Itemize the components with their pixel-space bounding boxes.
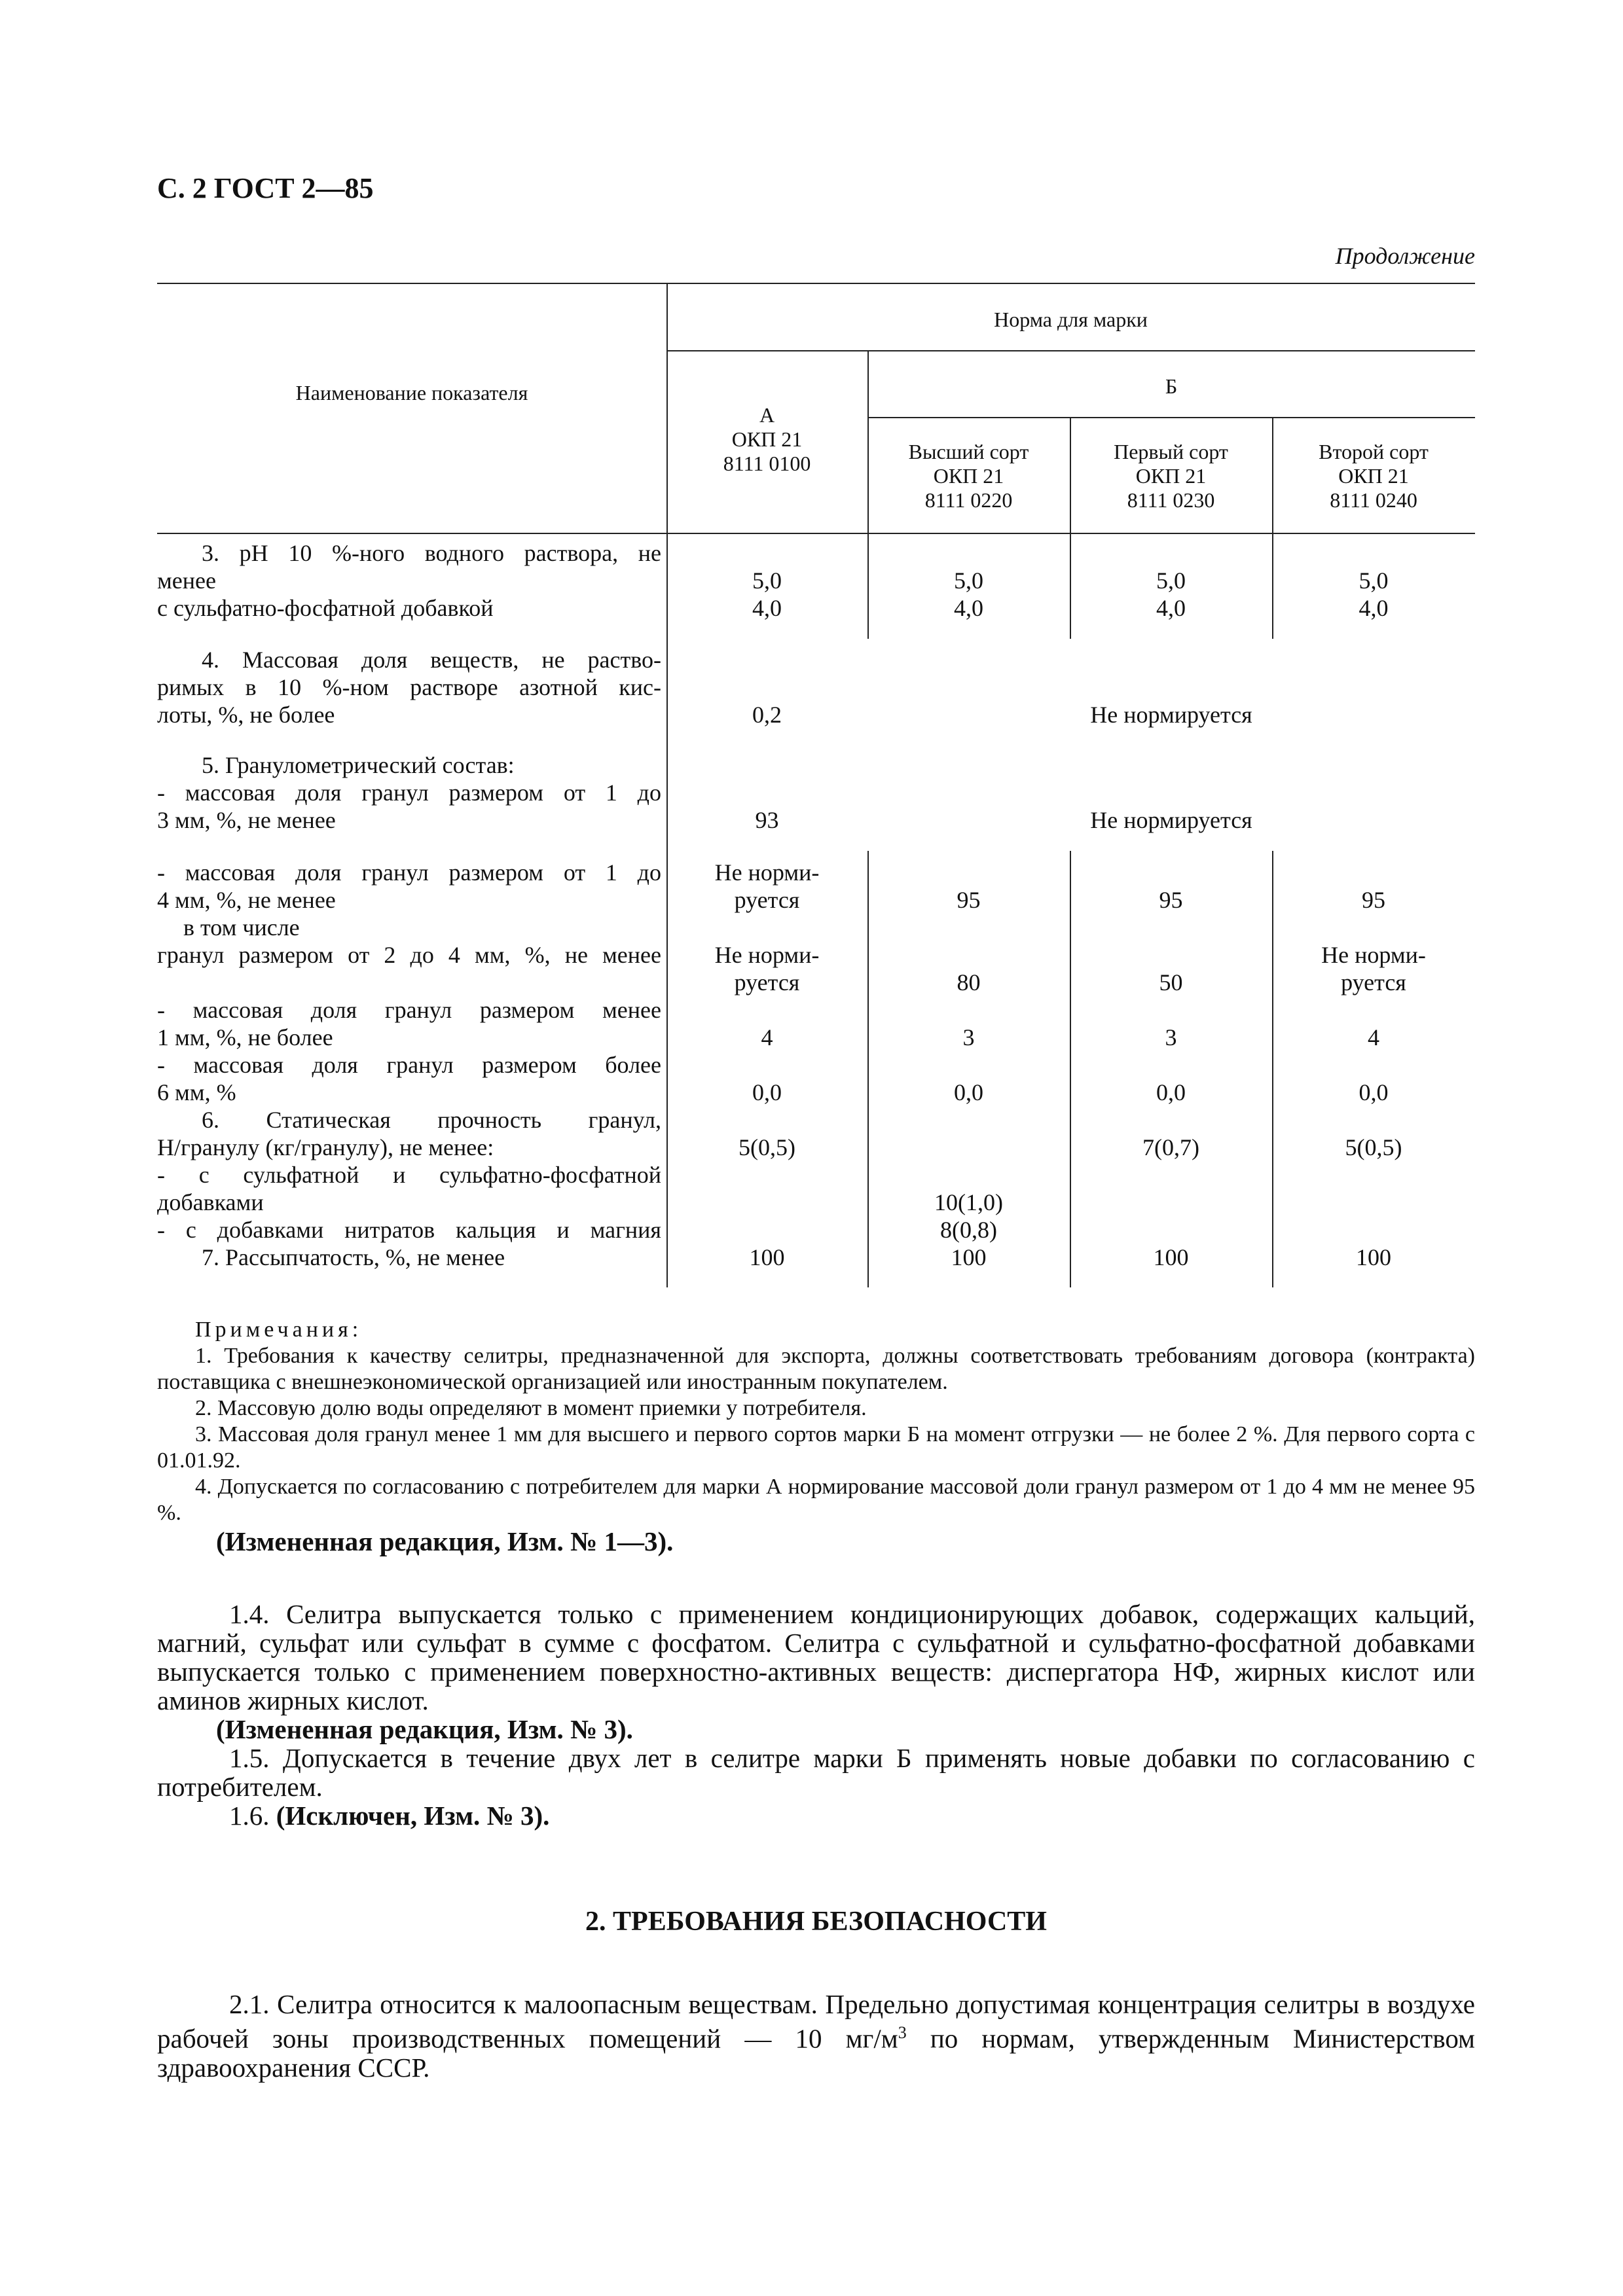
row-label: - массовая доля гранул размером от 1 до bbox=[157, 780, 661, 806]
row-label: 7. Рассыпчатость, %, не менее bbox=[202, 1244, 505, 1270]
table-cell: Не нормируется bbox=[1090, 807, 1252, 833]
table-cell: 5(0,5) bbox=[1345, 1134, 1402, 1160]
table-cell: 4 bbox=[1368, 1024, 1379, 1050]
requirements-table bbox=[157, 283, 1475, 1287]
row-label: - с добавками нитратов кальция и магния bbox=[157, 1217, 661, 1243]
row-label: - массовая доля гранул размером менее bbox=[157, 997, 661, 1023]
table-cell: 4 bbox=[761, 1024, 773, 1050]
row-label: 3 мм, %, не менее bbox=[157, 807, 336, 833]
row-label: - массовая доля гранул размером более bbox=[157, 1052, 661, 1078]
table-cell: 5,0 bbox=[1156, 567, 1186, 594]
row-label: - массовая доля гранул размером от 1 до bbox=[157, 859, 661, 886]
row-label: 1 мм, %, не более bbox=[157, 1024, 333, 1050]
row-label: гранул размером от 2 до 4 мм, %, не менее bbox=[157, 942, 661, 968]
table-notes bbox=[157, 1317, 1475, 1556]
column-header-name: Наименование показателя bbox=[295, 381, 528, 404]
row-label: лоты, %, не более bbox=[157, 702, 335, 728]
table-cell: 3 bbox=[962, 1024, 975, 1050]
row-label: 6. Статическая прочность гранул, bbox=[202, 1107, 661, 1133]
table-cell: 95 bbox=[957, 887, 981, 913]
note-item: 3. Массовая доля гранул менее 1 мм для высшего и первого сортов марки Б на момент отгрузки — не более 2 %. Для первого сорта с 01.01.92. bbox=[157, 1422, 1475, 1473]
paragraph: 1.6. (Исключен, Изм. № 3). bbox=[229, 1801, 550, 1831]
notes-heading: Примечания: bbox=[195, 1318, 363, 1342]
table-cell: руется bbox=[734, 969, 800, 996]
table-cell: 10(1,0) bbox=[934, 1189, 1003, 1215]
table-cell: 95 bbox=[1362, 887, 1385, 913]
clause-2-1 bbox=[157, 1990, 1475, 2082]
row-label: - с сульфатной и сульфатно-фосфатной bbox=[157, 1162, 661, 1188]
table-cell: 80 bbox=[957, 969, 981, 996]
table-cell: 5(0,5) bbox=[739, 1134, 795, 1160]
amendment-note: (Измененная редакция, Изм. № 3). bbox=[216, 1714, 633, 1744]
table-cell: руется bbox=[1341, 969, 1406, 996]
row-label: менее bbox=[157, 567, 216, 594]
table-cell: Не норми- bbox=[714, 859, 820, 886]
table-cell: 7(0,7) bbox=[1142, 1134, 1199, 1160]
row-label: римых в 10 %-ном растворе азотной кис- bbox=[157, 674, 661, 700]
row-label: 6 мм, % bbox=[157, 1079, 236, 1105]
table-cell: Не норми- bbox=[714, 942, 820, 968]
paragraph: 2.1. Селитра относится к малоопасным веществам. Предельно допустимая концентрация селитры в воздухе рабочей зоны производственных помещений — 10 $мг/м^3$ по нормам, утвержденным Министерством здравоохранения СССР. bbox=[157, 1989, 1475, 2083]
table-cell: 0,0 bbox=[1359, 1079, 1389, 1105]
table-cell: 8(0,8) bbox=[940, 1217, 997, 1243]
section-heading: 2. ТРЕБОВАНИЯ БЕЗОПАСНОСТИ bbox=[585, 1907, 1047, 1937]
table-cell: 50 bbox=[1159, 969, 1183, 996]
table-cell: 4,0 bbox=[1156, 595, 1186, 621]
column-header-b-second: Второй сорт ОКП 21 8111 0240 bbox=[1319, 440, 1429, 512]
column-header-b-first: Первый сорт ОКП 21 8111 0230 bbox=[1114, 440, 1228, 512]
table-cell: 5,0 bbox=[752, 567, 782, 594]
row-label: 4. Массовая доля веществ, не раство- bbox=[202, 647, 661, 673]
note-item: 1. Требования к качеству селитры, предназначенной для экспорта, должны соответствовать требованиям договора (контракта) поставщика с внешнеэкономической организацией или иностранным покупателем. bbox=[157, 1344, 1475, 1394]
table-cell: руется bbox=[734, 887, 800, 913]
table-cell: 4,0 bbox=[752, 595, 782, 621]
paragraph: 1.5. Допускается в течение двух лет в селитре марки Б применять новые добавки по согласованию с потребителем. bbox=[157, 1743, 1475, 1802]
row-label: 3. рН 10 %-ного водного раствора, не bbox=[202, 540, 661, 566]
table-cell: 100 bbox=[951, 1244, 987, 1270]
column-header-b-premium: Высший сорт ОКП 21 8111 0220 bbox=[908, 440, 1029, 512]
table-cell: 5,0 bbox=[954, 567, 983, 594]
column-header-a: А ОКП 21 8111 0100 bbox=[723, 403, 811, 475]
table-cell: 3 bbox=[1165, 1024, 1177, 1050]
amendment-note: (Измененная редакция, Изм. № 1—3). bbox=[216, 1526, 674, 1556]
table-cell: 4,0 bbox=[954, 595, 983, 621]
continuation-label: Продолжение bbox=[1335, 243, 1475, 269]
table-cell: 0,0 bbox=[752, 1079, 782, 1105]
table-cell: 100 bbox=[1356, 1244, 1391, 1270]
note-item: 4. Допускается по согласованию с потребителем для марки А нормирование массовой доли гранул размером от 1 до 4 мм не менее 95 %. bbox=[157, 1475, 1475, 1525]
row-label: 4 мм, %, не менее bbox=[157, 887, 336, 913]
paragraph: 1.4. Селитра выпускается только с применением кондиционирующих добавок, содержащих кальций, магний, сульфат или сульфат в сумме с фосфатом. Селитра с сульфатной и сульфатно-фосфатной добавками выпускается только с применением поверхностно-активных веществ: диспергатора НФ, жирных кислот или аминов жирных кислот. bbox=[157, 1599, 1475, 1715]
table-cell: 4,0 bbox=[1359, 595, 1389, 621]
table-cell: Не нормируется bbox=[1090, 702, 1252, 728]
table-cell: 0,0 bbox=[1156, 1079, 1186, 1105]
table-cell: Не норми- bbox=[1321, 942, 1426, 968]
row-label: в том числе bbox=[183, 914, 300, 941]
row-label: добавками bbox=[157, 1189, 264, 1215]
table-cell: 5,0 bbox=[1359, 567, 1389, 594]
column-header-norm: Норма для марки bbox=[994, 308, 1148, 331]
row-label: с сульфатно-фосфатной добавкой bbox=[157, 595, 494, 621]
row-label: 5. Гранулометрический состав: bbox=[202, 752, 515, 778]
table-cell: 95 bbox=[1159, 887, 1183, 913]
clause-1-4 bbox=[157, 1600, 1475, 1830]
table-cell: 100 bbox=[1153, 1244, 1189, 1270]
page-header: С. 2 ГОСТ 2—85 bbox=[157, 172, 374, 204]
table-cell: 100 bbox=[749, 1244, 785, 1270]
note-item: 2. Массовую долю воды определяют в момент приемки у потребителя. bbox=[195, 1396, 867, 1420]
column-header-b: Б bbox=[1165, 374, 1178, 398]
table-cell: 0,2 bbox=[752, 702, 782, 728]
row-label: Н/гранулу (кг/гранулу), не менее: bbox=[157, 1134, 494, 1160]
table-cell: 0,0 bbox=[954, 1079, 983, 1105]
table-cell: 93 bbox=[755, 807, 779, 833]
